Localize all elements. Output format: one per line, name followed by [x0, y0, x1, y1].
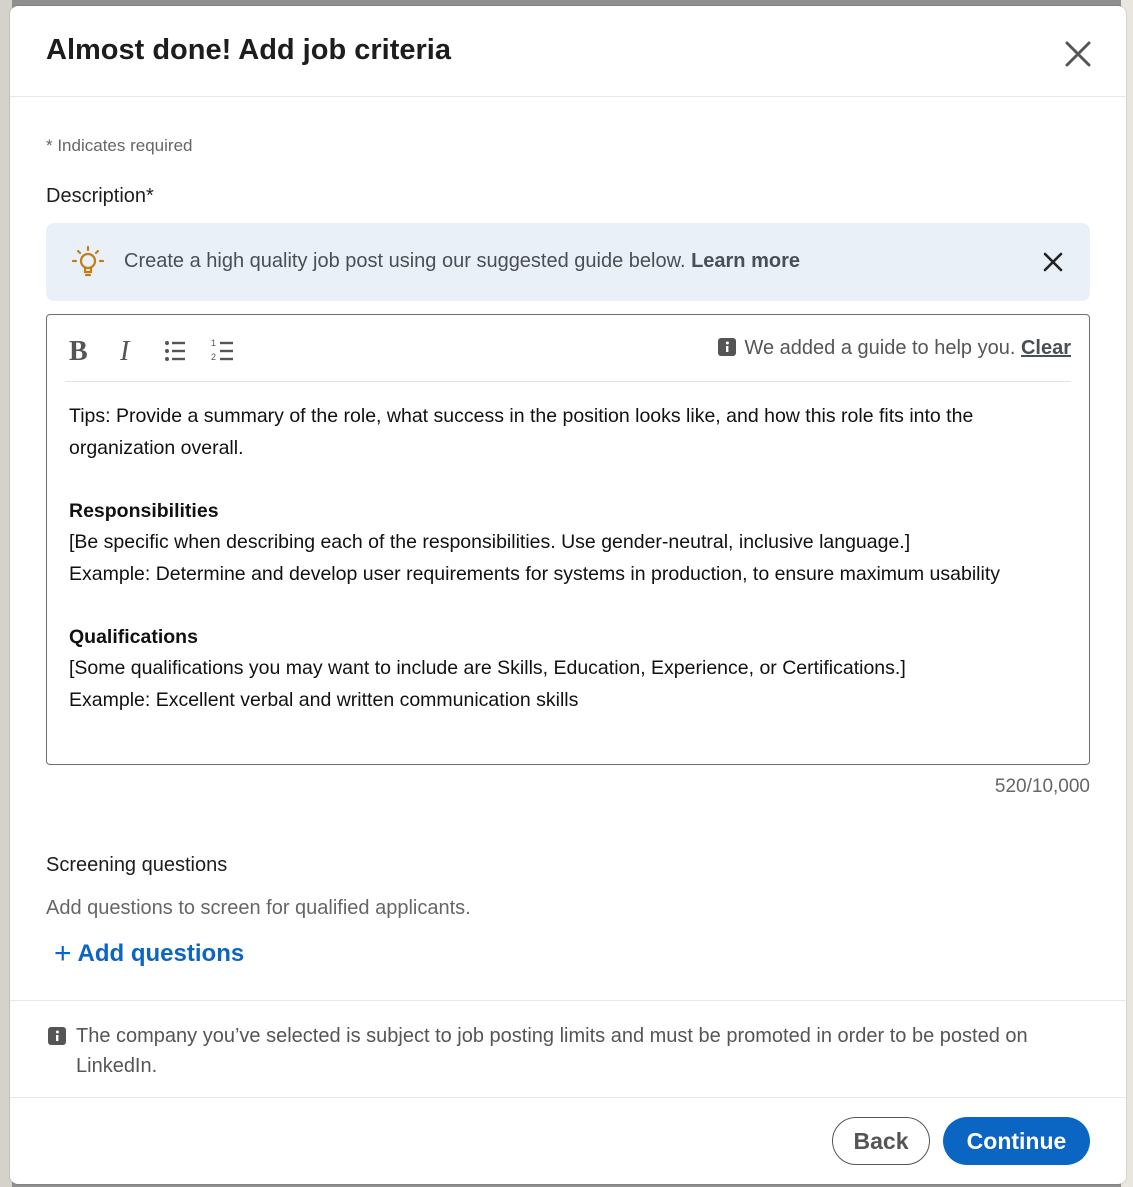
required-note: * Indicates required — [46, 136, 193, 155]
bullet-list-icon — [161, 333, 193, 367]
posting-limits-text: The company you’ve selected is subject to job posting limits and must be promoted in order to be posted on LinkedIn. — [76, 1025, 1028, 1077]
qualifications-line: [Some qualifications you may want to include are Skills, Education, Experience, or Certifications.] — [69, 657, 906, 679]
clear-guide-link[interactable]: Clear — [1020, 337, 1071, 359]
add-questions-label: Add questions — [77, 940, 245, 967]
close-modal-button[interactable] — [1058, 34, 1098, 74]
add-questions-button[interactable] — [54, 937, 244, 971]
description-editor[interactable] — [46, 314, 1090, 765]
screening-questions-label: Screening questions — [46, 854, 228, 876]
editor-content[interactable] — [69, 401, 1069, 716]
svg-text:2: 2 — [211, 352, 217, 362]
close-icon — [1036, 245, 1070, 279]
guide-note — [718, 337, 1071, 360]
lightbulb-icon — [70, 243, 106, 279]
divider — [10, 1097, 1126, 1098]
divider — [10, 1000, 1126, 1001]
bold-button[interactable] — [65, 333, 97, 367]
responsibilities-line: [Be specific when describing each of the responsibilities. Use gender-neutral, inclusive language.] — [69, 531, 911, 553]
dismiss-banner-button[interactable] — [1036, 245, 1070, 279]
job-criteria-modal — [10, 6, 1126, 1184]
learn-more-link[interactable]: Learn more — [691, 250, 800, 272]
svg-text:B: B — [69, 336, 88, 367]
svg-text:I: I — [120, 336, 130, 367]
guide-banner — [46, 223, 1090, 301]
modal-title: Almost done! Add job criteria — [46, 34, 451, 66]
responsibilities-heading: Responsibilities — [69, 499, 219, 522]
back-button[interactable]: Back — [832, 1117, 930, 1165]
bold-icon — [65, 333, 97, 367]
plus-icon: + — [54, 937, 72, 970]
responsibilities-example: Example: Determine and develop user requirements for systems in production, to ensure maximum usability — [69, 562, 1001, 585]
character-counter: 520/10,000 — [994, 776, 1090, 797]
tips-text: Tips: Provide a summary of the role, what success in the position looks like, and how this role fits into the organization overall. — [69, 405, 974, 459]
screening-questions-description: Add questions to screen for qualified applicants. — [46, 897, 471, 919]
close-icon — [1058, 34, 1098, 74]
editor-toolbar — [65, 329, 1071, 382]
numbered-list-icon — [209, 333, 241, 367]
qualifications-heading: Qualifications — [69, 625, 198, 648]
bulleted-list-button[interactable] — [161, 333, 193, 367]
guide-banner-text — [124, 250, 800, 273]
continue-button[interactable]: Continue — [943, 1117, 1090, 1165]
guide-banner-message: Create a high quality job post using our suggested guide below. — [124, 250, 686, 272]
qualifications-example: Example: Excellent verbal and written communication skills — [69, 688, 579, 711]
svg-text:1: 1 — [211, 338, 217, 348]
info-icon — [48, 1027, 66, 1045]
numbered-list-button[interactable] — [209, 333, 241, 367]
guide-note-text: We added a guide to help you. — [744, 337, 1016, 359]
description-label: Description* — [46, 185, 154, 207]
italic-button[interactable] — [113, 333, 145, 367]
italic-icon — [113, 333, 145, 367]
info-icon — [718, 338, 736, 356]
modal-header — [10, 6, 1126, 97]
